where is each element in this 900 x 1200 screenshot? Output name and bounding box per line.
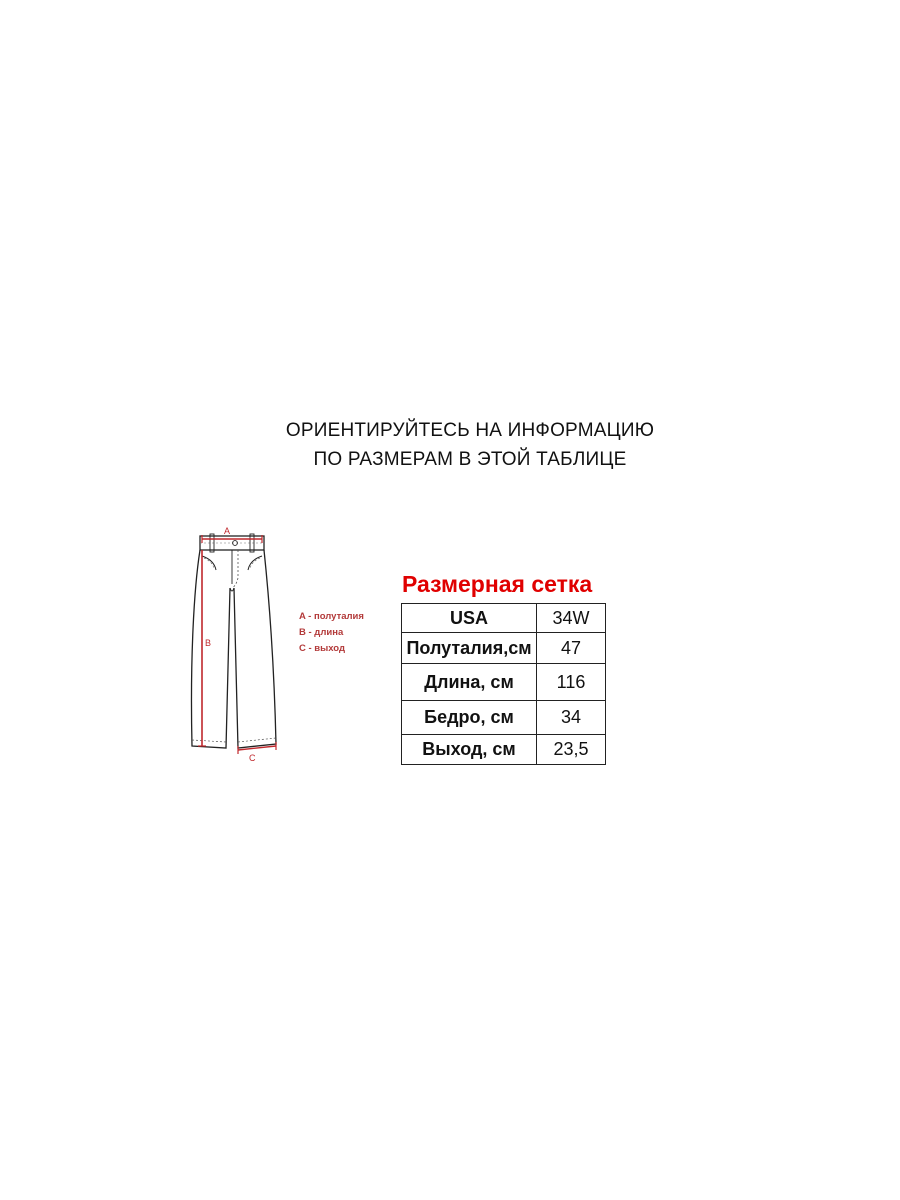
row-value-leg-opening: 23,5 bbox=[537, 735, 606, 765]
legend-item-c: C - выход bbox=[299, 643, 346, 654]
marker-a: A bbox=[224, 526, 231, 536]
size-table bbox=[401, 603, 606, 765]
marker-b: B bbox=[205, 638, 212, 648]
table-row bbox=[402, 701, 606, 735]
table-row bbox=[402, 604, 606, 633]
row-label-waist: Полуталия,см bbox=[402, 633, 537, 664]
table-row bbox=[402, 633, 606, 664]
heading-line-2: ПО РАЗМЕРАМ В ЭТОЙ ТАБЛИЦЕ bbox=[313, 449, 627, 470]
heading-line-1: ОРИЕНТИРУЙТЕСЬ НА ИНФОРМАЦИЮ bbox=[285, 420, 655, 441]
marker-c: C bbox=[249, 753, 256, 763]
row-value-hip: 34 bbox=[537, 701, 606, 735]
row-value-length: 116 bbox=[537, 664, 606, 701]
row-value-waist: 47 bbox=[537, 633, 606, 664]
row-label-usa: USA bbox=[402, 604, 537, 633]
measurement-legend bbox=[299, 609, 364, 657]
table-row bbox=[402, 664, 606, 701]
size-grid-title: Размерная сетка bbox=[402, 571, 593, 597]
legend-item-b: B - длина bbox=[299, 627, 344, 638]
table-row bbox=[402, 735, 606, 765]
row-value-usa: 34W bbox=[537, 604, 606, 633]
row-label-leg-opening: Выход, см bbox=[402, 735, 537, 765]
row-label-hip: Бедро, см bbox=[402, 701, 537, 735]
legend-item-a: A - полуталия bbox=[299, 611, 364, 622]
row-label-length: Длина, см bbox=[402, 664, 537, 701]
